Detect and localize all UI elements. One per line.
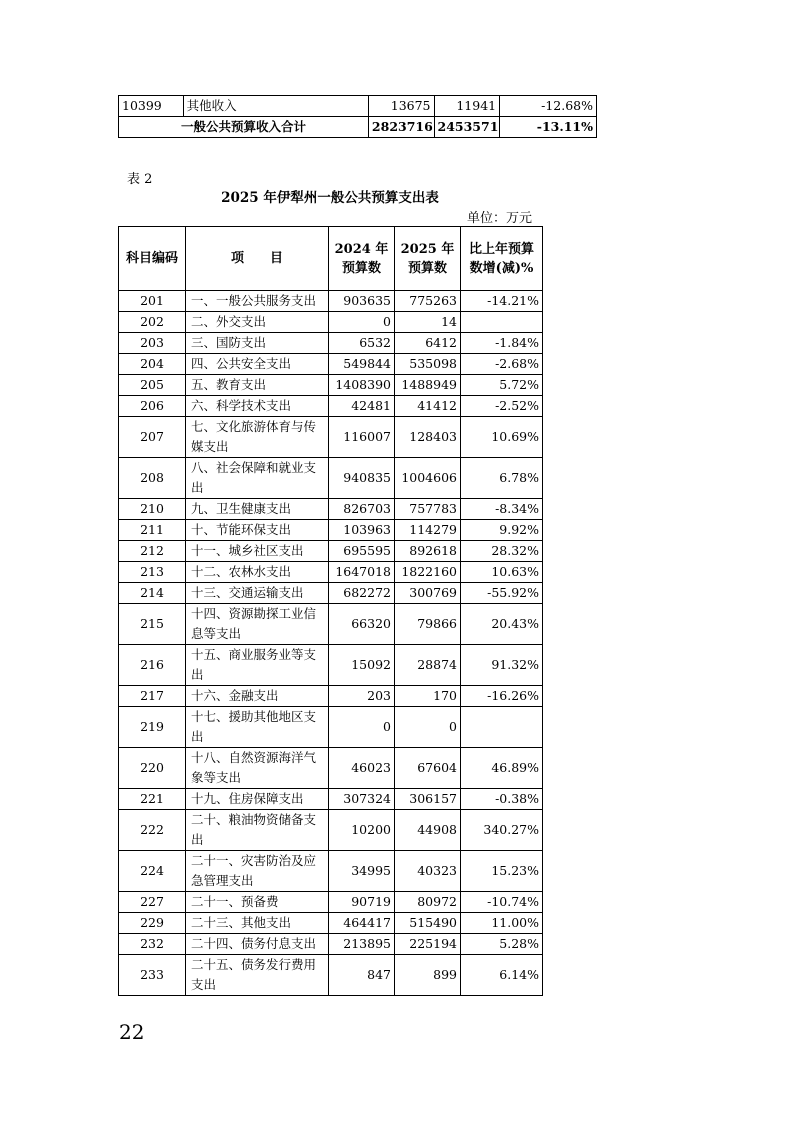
code-cell: 208 bbox=[119, 458, 186, 499]
item-cell: 十二、农林水支出 bbox=[186, 562, 329, 583]
item-cell: 七、文化旅游体育与传媒支出 bbox=[186, 417, 329, 458]
item-cell: 十六、金融支出 bbox=[186, 686, 329, 707]
value-2024-cell: 13675 bbox=[368, 96, 434, 117]
table-row bbox=[119, 396, 543, 417]
value-2024-cell: 103963 bbox=[329, 520, 395, 541]
item-cell: 五、教育支出 bbox=[186, 375, 329, 396]
value-2024-cell: 66320 bbox=[329, 604, 395, 645]
change-cell: 6.14% bbox=[461, 955, 543, 996]
table-row bbox=[119, 748, 543, 789]
value-2024-cell: 464417 bbox=[329, 913, 395, 934]
item-cell: 十五、商业服务业等支出 bbox=[186, 645, 329, 686]
table-row bbox=[119, 686, 543, 707]
value-2024-cell: 1647018 bbox=[329, 562, 395, 583]
value-2025-cell: 40323 bbox=[395, 851, 461, 892]
code-cell: 207 bbox=[119, 417, 186, 458]
table-body bbox=[119, 291, 543, 996]
change-cell: -2.68% bbox=[461, 354, 543, 375]
item-cell: 二、外交支出 bbox=[186, 312, 329, 333]
code-cell: 211 bbox=[119, 520, 186, 541]
value-2024-cell: 695595 bbox=[329, 541, 395, 562]
table-row bbox=[119, 333, 543, 354]
value-2024-cell: 213895 bbox=[329, 934, 395, 955]
value-2024-cell: 90719 bbox=[329, 892, 395, 913]
total-2025-cell: 2453571 bbox=[434, 117, 500, 138]
code-cell: 216 bbox=[119, 645, 186, 686]
code-cell: 221 bbox=[119, 789, 186, 810]
change-cell: -1.84% bbox=[461, 333, 543, 354]
code-cell: 10399 bbox=[119, 96, 184, 117]
code-cell: 227 bbox=[119, 892, 186, 913]
value-2024-cell: 1408390 bbox=[329, 375, 395, 396]
value-2025-cell: 899 bbox=[395, 955, 461, 996]
value-2025-cell: 225194 bbox=[395, 934, 461, 955]
value-2024-cell: 46023 bbox=[329, 748, 395, 789]
value-2024-cell: 34995 bbox=[329, 851, 395, 892]
item-cell: 一、一般公共服务支出 bbox=[186, 291, 329, 312]
table-row bbox=[119, 417, 543, 458]
table-row bbox=[119, 541, 543, 562]
table-row bbox=[119, 458, 543, 499]
change-cell: -8.34% bbox=[461, 499, 543, 520]
item-cell: 十三、交通运输支出 bbox=[186, 583, 329, 604]
header-item: 项 目 bbox=[186, 227, 329, 291]
unit-label: 单位：万元 bbox=[467, 211, 533, 226]
value-2024-cell: 15092 bbox=[329, 645, 395, 686]
value-2025-cell: 28874 bbox=[395, 645, 461, 686]
change-cell: -12.68% bbox=[500, 96, 597, 117]
item-cell: 其他收入 bbox=[183, 96, 368, 117]
item-cell: 二十一、灾害防治及应急管理支出 bbox=[186, 851, 329, 892]
total-row bbox=[119, 117, 597, 138]
item-cell: 九、卫生健康支出 bbox=[186, 499, 329, 520]
value-2025-cell: 1488949 bbox=[395, 375, 461, 396]
value-2024-cell: 0 bbox=[329, 707, 395, 748]
change-cell: -16.26% bbox=[461, 686, 543, 707]
code-cell: 215 bbox=[119, 604, 186, 645]
value-2025-cell: 0 bbox=[395, 707, 461, 748]
value-2025-cell: 67604 bbox=[395, 748, 461, 789]
change-cell: 28.32% bbox=[461, 541, 543, 562]
code-cell: 224 bbox=[119, 851, 186, 892]
code-cell: 203 bbox=[119, 333, 186, 354]
value-2025-cell: 170 bbox=[395, 686, 461, 707]
change-cell: 340.27% bbox=[461, 810, 543, 851]
table-row bbox=[119, 375, 543, 396]
change-cell: 9.92% bbox=[461, 520, 543, 541]
code-cell: 219 bbox=[119, 707, 186, 748]
code-cell: 206 bbox=[119, 396, 186, 417]
change-cell: 11.00% bbox=[461, 913, 543, 934]
code-cell: 229 bbox=[119, 913, 186, 934]
value-2024-cell: 826703 bbox=[329, 499, 395, 520]
table-row bbox=[119, 851, 543, 892]
header-code: 科目编码 bbox=[119, 227, 186, 291]
header-change: 比上年预算数增(减)% bbox=[461, 227, 543, 291]
item-cell: 二十一、预备费 bbox=[186, 892, 329, 913]
table-row bbox=[119, 810, 543, 851]
change-cell: -0.38% bbox=[461, 789, 543, 810]
item-cell: 六、科学技术支出 bbox=[186, 396, 329, 417]
value-2025-cell: 535098 bbox=[395, 354, 461, 375]
change-cell: 20.43% bbox=[461, 604, 543, 645]
change-cell: -10.74% bbox=[461, 892, 543, 913]
value-2024-cell: 847 bbox=[329, 955, 395, 996]
table-row bbox=[119, 934, 543, 955]
code-cell: 220 bbox=[119, 748, 186, 789]
table-row bbox=[119, 520, 543, 541]
page-number: 22 bbox=[119, 1020, 145, 1044]
item-cell: 二十五、债务发行费用支出 bbox=[186, 955, 329, 996]
item-cell: 二十、粮油物资储备支出 bbox=[186, 810, 329, 851]
item-cell: 十四、资源勘探工业信息等支出 bbox=[186, 604, 329, 645]
total-change-cell: -13.11% bbox=[500, 117, 597, 138]
code-cell: 210 bbox=[119, 499, 186, 520]
value-2025-cell: 11941 bbox=[434, 96, 500, 117]
table-row bbox=[119, 354, 543, 375]
value-2025-cell: 128403 bbox=[395, 417, 461, 458]
table-row bbox=[119, 913, 543, 934]
table-label: 表 2 bbox=[127, 172, 153, 187]
change-cell: -55.92% bbox=[461, 583, 543, 604]
table-row bbox=[119, 96, 597, 117]
value-2025-cell: 44908 bbox=[395, 810, 461, 851]
change-cell: -14.21% bbox=[461, 291, 543, 312]
value-2024-cell: 10200 bbox=[329, 810, 395, 851]
change-cell bbox=[461, 312, 543, 333]
code-cell: 222 bbox=[119, 810, 186, 851]
value-2025-cell: 1004606 bbox=[395, 458, 461, 499]
code-cell: 212 bbox=[119, 541, 186, 562]
value-2024-cell: 6532 bbox=[329, 333, 395, 354]
total-label: 一般公共预算收入合计 bbox=[119, 117, 369, 138]
value-2025-cell: 1822160 bbox=[395, 562, 461, 583]
code-cell: 204 bbox=[119, 354, 186, 375]
value-2024-cell: 549844 bbox=[329, 354, 395, 375]
value-2025-cell: 41412 bbox=[395, 396, 461, 417]
table-title: 2025 年伊犁州一般公共预算支出表 bbox=[221, 190, 439, 206]
item-cell: 十八、自然资源海洋气象等支出 bbox=[186, 748, 329, 789]
change-cell: 6.78% bbox=[461, 458, 543, 499]
change-cell: 10.63% bbox=[461, 562, 543, 583]
value-2024-cell: 0 bbox=[329, 312, 395, 333]
table-row bbox=[119, 645, 543, 686]
change-cell: 5.28% bbox=[461, 934, 543, 955]
value-2025-cell: 79866 bbox=[395, 604, 461, 645]
total-2024-cell: 2823716 bbox=[368, 117, 434, 138]
change-cell: 15.23% bbox=[461, 851, 543, 892]
item-cell: 十、节能环保支出 bbox=[186, 520, 329, 541]
item-cell: 四、公共安全支出 bbox=[186, 354, 329, 375]
table-row bbox=[119, 583, 543, 604]
value-2025-cell: 6412 bbox=[395, 333, 461, 354]
code-cell: 202 bbox=[119, 312, 186, 333]
item-cell: 二十四、债务付息支出 bbox=[186, 934, 329, 955]
change-cell: 5.72% bbox=[461, 375, 543, 396]
value-2024-cell: 940835 bbox=[329, 458, 395, 499]
value-2025-cell: 306157 bbox=[395, 789, 461, 810]
table-row bbox=[119, 562, 543, 583]
change-cell: -2.52% bbox=[461, 396, 543, 417]
item-cell: 十一、城乡社区支出 bbox=[186, 541, 329, 562]
code-cell: 205 bbox=[119, 375, 186, 396]
change-cell: 46.89% bbox=[461, 748, 543, 789]
code-cell: 232 bbox=[119, 934, 186, 955]
value-2024-cell: 42481 bbox=[329, 396, 395, 417]
header-2024: 2024 年预算数 bbox=[329, 227, 395, 291]
value-2025-cell: 757783 bbox=[395, 499, 461, 520]
value-2025-cell: 775263 bbox=[395, 291, 461, 312]
code-cell: 213 bbox=[119, 562, 186, 583]
table-row bbox=[119, 291, 543, 312]
revenue-table-tail bbox=[118, 95, 597, 138]
table-row bbox=[119, 499, 543, 520]
value-2025-cell: 515490 bbox=[395, 913, 461, 934]
value-2024-cell: 903635 bbox=[329, 291, 395, 312]
item-cell: 十七、援助其他地区支出 bbox=[186, 707, 329, 748]
value-2025-cell: 300769 bbox=[395, 583, 461, 604]
expenditure-table bbox=[118, 226, 543, 996]
value-2024-cell: 682272 bbox=[329, 583, 395, 604]
code-cell: 233 bbox=[119, 955, 186, 996]
item-cell: 三、国防支出 bbox=[186, 333, 329, 354]
table-row bbox=[119, 604, 543, 645]
table-row bbox=[119, 955, 543, 996]
value-2025-cell: 892618 bbox=[395, 541, 461, 562]
item-cell: 十九、住房保障支出 bbox=[186, 789, 329, 810]
code-cell: 201 bbox=[119, 291, 186, 312]
value-2024-cell: 203 bbox=[329, 686, 395, 707]
item-cell: 八、社会保障和就业支出 bbox=[186, 458, 329, 499]
table-row bbox=[119, 312, 543, 333]
code-cell: 214 bbox=[119, 583, 186, 604]
value-2024-cell: 307324 bbox=[329, 789, 395, 810]
value-2024-cell: 116007 bbox=[329, 417, 395, 458]
value-2025-cell: 114279 bbox=[395, 520, 461, 541]
code-cell: 217 bbox=[119, 686, 186, 707]
table-row bbox=[119, 892, 543, 913]
item-cell: 二十三、其他支出 bbox=[186, 913, 329, 934]
change-cell bbox=[461, 707, 543, 748]
table-row bbox=[119, 707, 543, 748]
table-row bbox=[119, 789, 543, 810]
header-row bbox=[119, 227, 543, 291]
header-2025: 2025 年预算数 bbox=[395, 227, 461, 291]
change-cell: 91.32% bbox=[461, 645, 543, 686]
change-cell: 10.69% bbox=[461, 417, 543, 458]
value-2025-cell: 80972 bbox=[395, 892, 461, 913]
value-2025-cell: 14 bbox=[395, 312, 461, 333]
